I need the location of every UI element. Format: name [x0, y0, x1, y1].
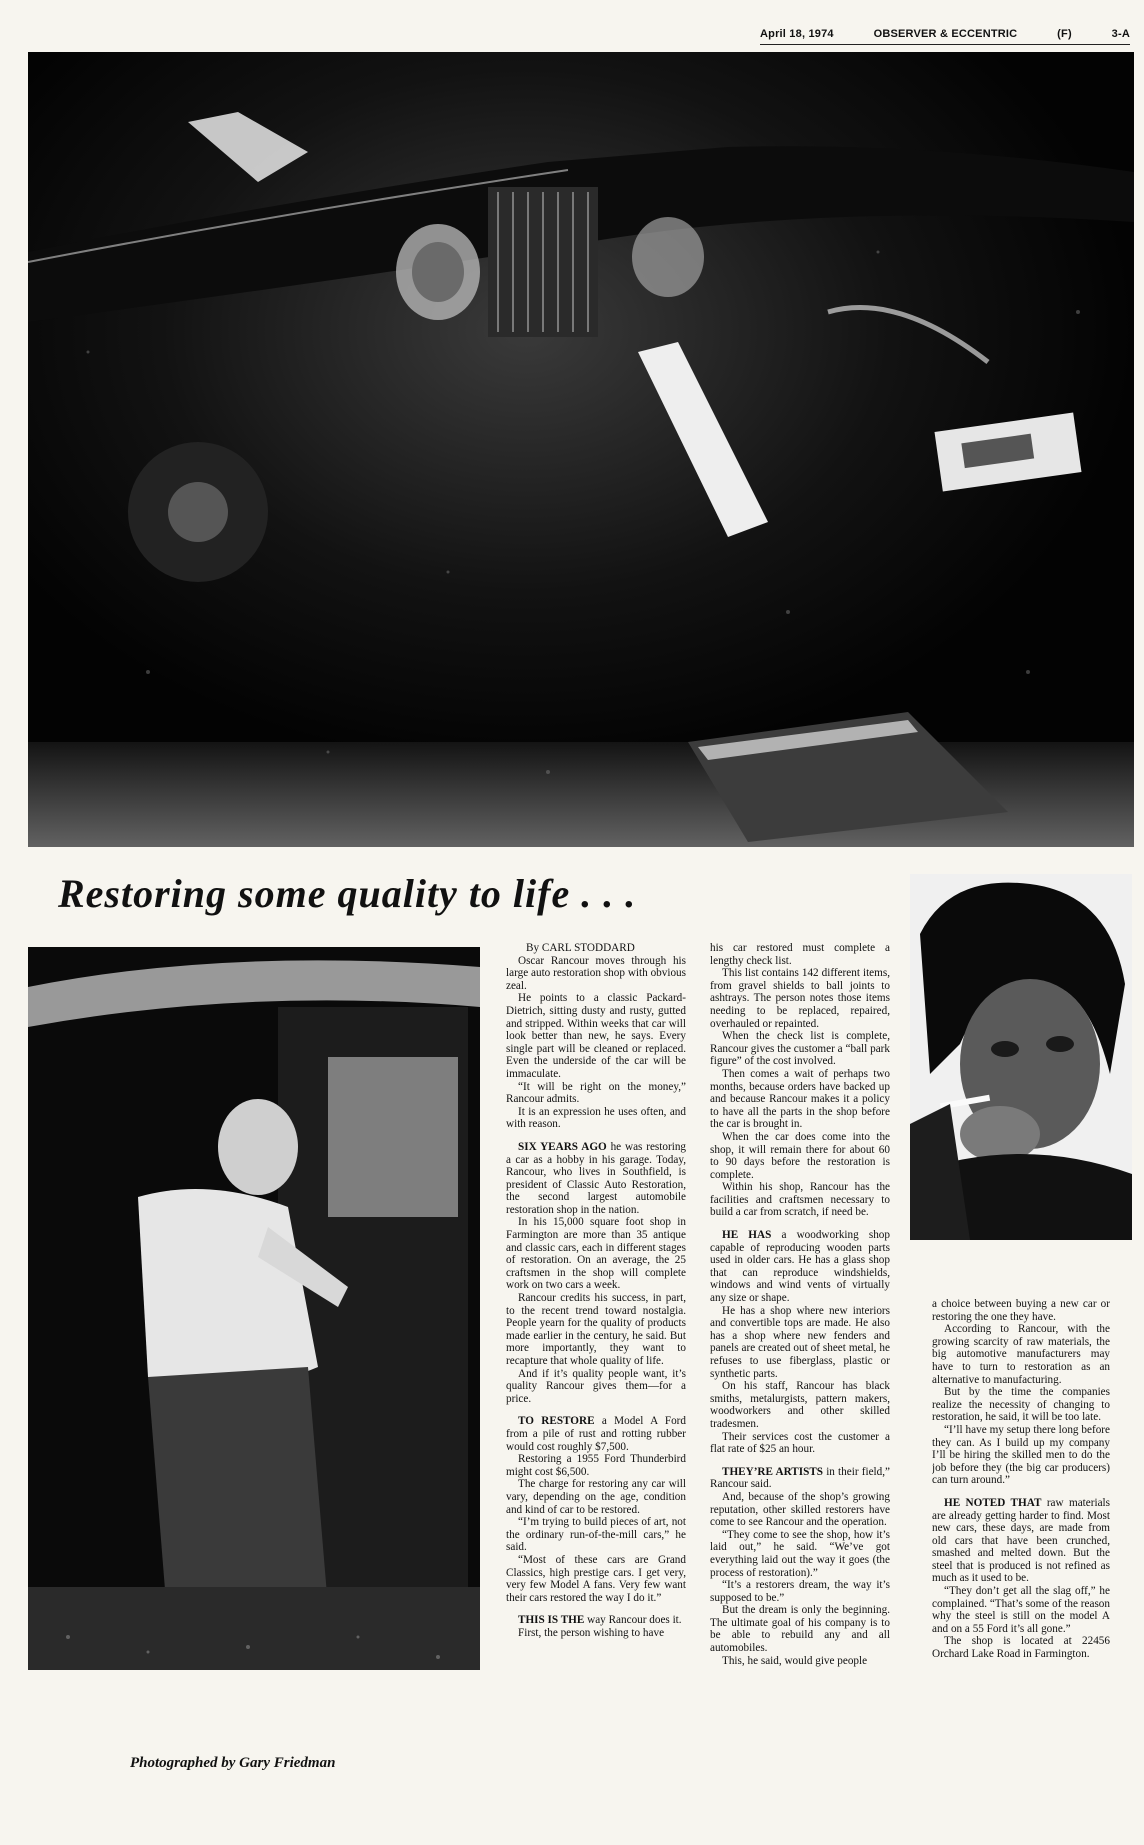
- paragraph-text: a choice between buying a new car or restoring the one they have.: [932, 1298, 1110, 1323]
- paragraph: [932, 1323, 1110, 1386]
- folio-line: [760, 26, 1130, 42]
- paragraph: [932, 1386, 1110, 1424]
- paragraph-text: This list contains 142 different items, from gravel shields to ball joints to ashtrays. The person notes those items needing to be replaced, repaired, overhauled or repainted.: [710, 967, 890, 1030]
- paragraph-text: a woodworking shop capable of reproducing wooden parts used in older cars. He has a glass shop that can reproduce windshields, windows and wind vents of virtually any size or shape.: [710, 1229, 890, 1305]
- paragraph: [710, 1604, 890, 1654]
- paragraph-text: According to Rancour, with the growing scarcity of raw materials, the big automotive manufacturers may have to turn to restoration as an alternative to manufacturing.: [932, 1323, 1110, 1386]
- subhead-paragraph: [932, 1497, 1110, 1585]
- paragraph-text: On his staff, Rancour has black smiths, metalurgists, pattern makers, woodworkers and other skilled tradesmen.: [710, 1380, 890, 1430]
- paragraph: [710, 942, 890, 967]
- column-3-body: [932, 1298, 1110, 1661]
- paragraph-text: raw materials are already getting harder to find. Most new cars, these days, are made from old cars that have been crunched, smashed and melted down. But the steel that is produced is not refined as much as it used to be.: [932, 1496, 1110, 1585]
- page-number: 3-A: [1111, 28, 1130, 40]
- paragraph-text: in their field,” Rancour said.: [710, 1465, 890, 1491]
- paragraph-text: The shop is located at 22456 Orchard Lake Road in Farmington.: [932, 1635, 1110, 1661]
- paragraph-text: “Most of these cars are Grand Classics, high prestige cars. I get very, very few Model A fans. Very few want their cars restored the way I do it.”: [506, 1553, 686, 1604]
- article-column-1: [506, 942, 686, 1690]
- paragraph-gap: [932, 1487, 1110, 1497]
- paragraph-text: He has a shop where new interiors and convertible tops are made. He also has a shop where new fenders and panels are created out of sheet metal, he refuses to use fiberglass, plastic or synthetic parts.: [710, 1304, 890, 1380]
- paragraph-text: way Rancour does it.: [584, 1614, 682, 1627]
- paragraph: [710, 1181, 890, 1219]
- paragraph: [506, 1106, 686, 1131]
- folio-rule: [760, 44, 1130, 45]
- paragraph-text: “I’m trying to build pieces of art, not the ordinary run-of-the-mill cars,” he said.: [506, 1516, 686, 1554]
- subhead-paragraph: [506, 1415, 686, 1453]
- paragraph-gap: [710, 1219, 890, 1229]
- byline: By CARL STODDARD: [526, 942, 635, 954]
- paragraph: [710, 1579, 890, 1604]
- paragraph: [932, 1424, 1110, 1487]
- paragraph: [710, 1431, 890, 1456]
- paragraph: [932, 1585, 1110, 1635]
- paragraph-gap: [710, 1456, 890, 1466]
- newspaper-name: OBSERVER & ECCENTRIC: [873, 28, 1018, 40]
- paragraph-text: “It will be right on the money,” Rancour admits.: [506, 1080, 686, 1106]
- paragraph: [710, 1491, 890, 1529]
- paragraph: [710, 1030, 890, 1068]
- mechanic-at-car-door-photo: [28, 947, 480, 1670]
- column-1-body: [506, 955, 686, 1640]
- paragraph: [506, 1453, 686, 1478]
- paragraph: [506, 1516, 686, 1554]
- headline: Restoring some quality to life . . .: [58, 871, 637, 916]
- paragraph: [506, 1216, 686, 1292]
- paragraph-text: When the car does come into the shop, it will remain there for about 60 to 90 days before the restoration is complete.: [710, 1130, 890, 1181]
- paragraph-text: He points to a classic Packard-Dietrich, sitting dusty and rusty, gutted and stripped. Within weeks that car will look better than new, he says. Every single part will be cleaned or replaced. Even the underside of the car will be immaculate.: [506, 992, 686, 1080]
- paragraph: [710, 1131, 890, 1181]
- edition-mark: (F): [1057, 28, 1072, 40]
- paragraph-text: “I’ll have my setup there long before they can. As I build up my company I’ll be hiring the skilled men to do the job before they (the big car producers) can turn around.”: [932, 1423, 1110, 1487]
- paragraph-lead-in: THIS IS THE: [518, 1614, 585, 1627]
- paragraph-text: Restoring a 1955 Ford Thunderbird might cost $6,500.: [506, 1453, 686, 1478]
- paragraph-text: When the check list is complete, Rancour gives the customer a “ball park figure” of the cost involved.: [710, 1030, 890, 1068]
- paragraph-text: his car restored must complete a lengthy check list.: [710, 942, 890, 967]
- paragraph: [932, 1298, 1110, 1323]
- rancour-portrait-photo: [910, 874, 1132, 1240]
- paragraph-text: “They don’t get all the slag off,” he complained. “That’s some of the reason why the steel is still on the model A and on a 55 Ford it’s all gone.”: [932, 1585, 1110, 1635]
- paragraph-text: “It’s a restorers dream, the way it’s supposed to be.”: [710, 1579, 890, 1604]
- paragraph-lead-in: SIX YEARS AGO: [518, 1140, 607, 1153]
- paragraph: [710, 1380, 890, 1430]
- paragraph: [506, 1554, 686, 1604]
- car-restoration-photo: [28, 52, 1134, 847]
- paragraph-gap: [506, 1604, 686, 1614]
- paragraph-gap: [506, 1131, 686, 1141]
- paragraph: [710, 1068, 890, 1131]
- paragraph-text: Then comes a wait of perhaps two months, because orders have backed up and because Rancour makes it a policy to have all the parts in the shop before the car is brought in.: [710, 1067, 890, 1131]
- paragraph-text: And if it’s quality people want, it’s quality Rancour gives them—for a price.: [506, 1367, 686, 1405]
- paragraph-text: And, because of the shop’s growing reputation, other skilled restorers have come to see Rancour and the operation.: [710, 1490, 890, 1529]
- paragraph-text: he was restoring a car as a hobby in his garage. Today, Rancour, who lives in Southfield, is president of Classic Auto Restoration, the second largest automobile restoration shop in the nation.: [506, 1140, 686, 1216]
- paragraph-lead-in: HE NOTED THAT: [944, 1496, 1042, 1509]
- paragraph: [506, 1292, 686, 1368]
- paragraph-text: But by the time the companies realize the necessity of changing to restoration, he said, it will be too late.: [932, 1386, 1110, 1424]
- paragraph: [506, 1627, 686, 1640]
- article-column-3: [932, 1298, 1110, 1694]
- paragraph-lead-in: TO RESTORE: [518, 1415, 595, 1428]
- subhead-paragraph: [506, 1141, 686, 1217]
- issue-date: April 18, 1974: [760, 28, 834, 40]
- paragraph-text: This, he said, would give people: [722, 1654, 868, 1667]
- paragraph-text: Rancour credits his success, in part, to the recent trend toward nostalgia. People yearn for the quality of products made earlier in the century, he said. But more importantly, they want to recapture that whole quality of life.: [506, 1292, 686, 1367]
- paragraph: [506, 1081, 686, 1106]
- paragraph-text: First, the person wishing to have: [518, 1626, 665, 1639]
- paragraph-gap: [506, 1405, 686, 1415]
- paragraph-text: “They come to see the shop, how it’s laid out,” he said. “We’ve got everything laid out the way it goes (the process of restoration).”: [710, 1528, 890, 1579]
- column-2-body: [710, 942, 890, 1667]
- paragraph-text: Within his shop, Rancour has the facilities and craftsmen necessary to build a car from scratch, if need be.: [710, 1181, 890, 1219]
- paragraph: [506, 1478, 686, 1516]
- paragraph: [506, 955, 686, 993]
- paragraph-text: But the dream is only the beginning. The ultimate goal of his company is to be able to rebuild any and all automobiles.: [710, 1604, 890, 1655]
- paragraph: [506, 992, 686, 1080]
- paragraph-lead-in: THEY’RE ARTISTS: [722, 1465, 824, 1478]
- paragraph-text: Their services cost the customer a flat rate of $25 an hour.: [710, 1430, 890, 1456]
- photo-credit: Photographed by Gary Friedman: [130, 1755, 336, 1771]
- paragraph-text: In his 15,000 square foot shop in Farmington are more than 35 antique and classic cars, each in different stages of restoration. On an average, the 25 craftsmen in the shop will complete work on two cars a week.: [506, 1216, 686, 1292]
- paragraph: [710, 967, 890, 1030]
- paragraph: [710, 1529, 890, 1579]
- subhead-paragraph: [710, 1466, 890, 1491]
- paragraph-text: The charge for restoring any car will vary, depending on the age, condition and kind of car to be restored.: [506, 1478, 686, 1516]
- paragraph: [932, 1635, 1110, 1660]
- paragraph-text: Oscar Rancour moves through his large auto restoration shop with obvious zeal.: [506, 954, 686, 992]
- subhead-paragraph: [710, 1229, 890, 1305]
- paragraph-text: a Model A Ford from a pile of rust and rotting rubber would cost roughly $7,500.: [506, 1415, 686, 1453]
- subhead-paragraph: [506, 1614, 686, 1627]
- paragraph: [710, 1655, 890, 1668]
- paragraph: [710, 1305, 890, 1381]
- paragraph-lead-in: HE HAS: [722, 1229, 772, 1242]
- paragraph: [506, 1368, 686, 1406]
- paragraph-text: It is an expression he uses often, and with reason.: [506, 1105, 686, 1131]
- article-column-2: [710, 942, 890, 1680]
